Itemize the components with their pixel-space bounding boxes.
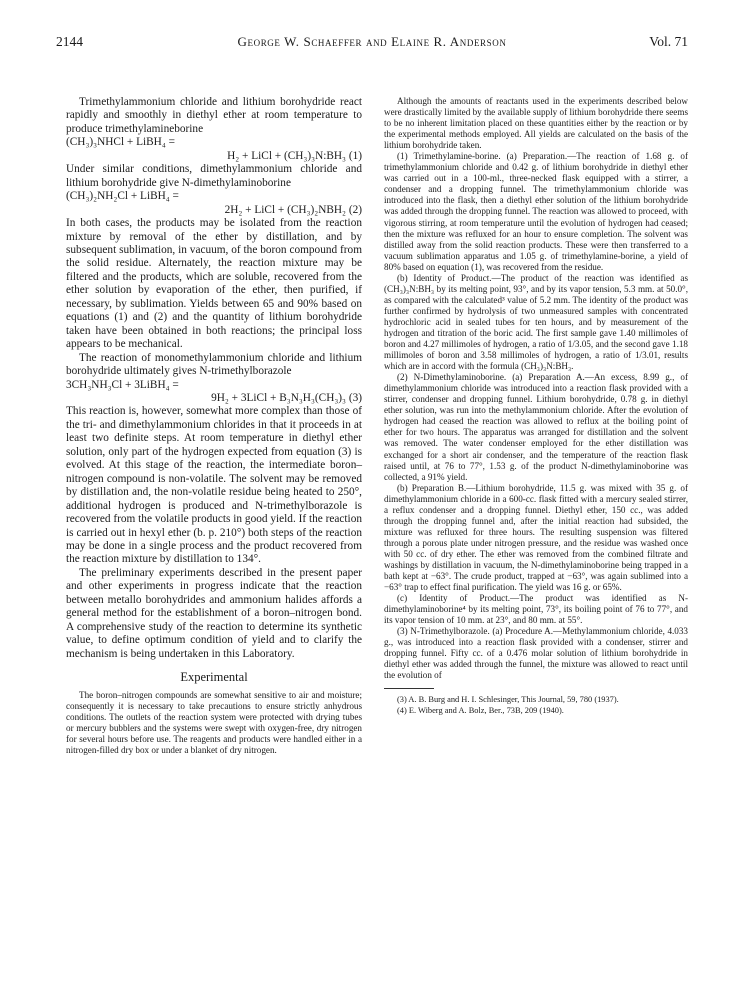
footnote-divider — [384, 688, 434, 689]
footnote-3: (3) A. B. Burg and H. I. Schlesinger, This Journal, 59, 780 (1937). — [397, 695, 619, 705]
equation-2-lhs: (CH₃)₂NH₂Cl + LiBH₄ = — [66, 190, 179, 203]
page-header — [56, 34, 688, 50]
paragraph-complex-reaction: This reaction is, however, somewhat more complex than those of the tri- and dimethylammonium chlorides in that it proceeds in at least two definite steps. At room temperature in diethyl ether solution, only part of the hydrogen expected from equation (3) is evolved. At this stage of the reaction, the intermediate boron–nitrogen compound is non-volatile. The solvent may be removed by distillation and, the non-volatile residue being heated to 250°, additional hydrogen is produced and N-trimethylborazole is recovered from the volatile products in good yield. If the reaction is carried out in hexyl ether (b. p. 210°) both steps of the reaction may be done in a single process and the product recovered from the reaction mixture by distillation to 134°. — [66, 405, 362, 566]
section-trimethylamine-borine-prep: (1) Trimethylamine-borine. (a) Preparation.—The reaction of 1.68 g. of trimethylammonium chloride and 0.42 g. of lithium borohydride in diethyl ether was carried out in a 100-ml., three-necked flask equipped with a stirrer, a condenser and a dropping funnel. The trimethylammonium chloride was introduced into the flask, then a diethyl ether solution of the lithium borohydride was added through the dropping funnel. The reaction was allowed to proceed, with vigorous stirring, at room temperature until the evolution of hydrogen had ceased; then the mixture was refluxed for an hour to ensure completion. The solvent was distilled away from the solid reaction products. These were then transferred to a vacuum sublimation apparatus and 1.05 g. of trimethylamine-borine, a yield of 80% based on equation (1), was recovered from the residue. — [384, 151, 688, 272]
equation-2 — [66, 190, 362, 217]
equation-1-lhs: (CH₃)₃NHCl + LiBH₄ = — [66, 136, 175, 149]
paragraph-isolation: In both cases, the products may be isolated from the reaction mixture by removal of the ether by distillation, and by subsequent sublimation, in vacuum, of the boron compound from the solid residue. Alternately, the reaction mixture may be filtered and the products, which are soluble, recovered from the ether solution by evaporation of the ether, then purified, if necessary, by sublimation. Yields between 65 and 90% based on equations (1) and (2) and the quantity of lithium borohydride taken have been obtained in both reactions; the principal loss appears to be mechanical. — [66, 217, 362, 351]
left-column — [66, 96, 362, 756]
equation-1-rhs: H₂ + LiCl + (CH₃)₃N:BH₃ (1) — [227, 149, 362, 162]
section-dimethylaminoborine-prep-a: (2) N-Dimethylaminoborine. (a) Preparation A.—An excess, 8.99 g., of dimethylammonium chloride was introduced into a reaction flask provided with a stirrer, condenser and dropping funnel. Lithium borohydride, 0.78 g. in diethyl ether solution, was run into the methylammonium chloride. After the evolution of hydrogen had ceased the reaction was allowed to reflux at the boiling point of ether for two hours. The apparatus was arranged for distillation and the solvent was removed. The water condenser employed for the ether distillation was exchanged for a short air condenser, and the temperature of the reaction flask raised until, at 76 to 77°, 1.53 g. of the product N-dimethylaminoborine was collected, a 91% yield. — [384, 372, 688, 482]
equation-1 — [66, 136, 362, 163]
section-trimethylborazole-procedure-a: (3) N-Trimethylborazole. (a) Procedure A.—Methylammonium chloride, 4.033 g., was introduced into a reaction flask provided with a condenser, stirrer and dropping funnel. Fifty cc. of a 0.476 molar solution of lithium borohydride in diethyl ether was added through the funnel, the mixture was allowed to react until the evolution of — [384, 626, 688, 681]
equation-3-rhs: 9H₂ + 3LiCl + B₃N₃H₃(CH₃)₃ (3) — [211, 391, 362, 404]
page-number: 2144 — [56, 34, 83, 49]
equation-3 — [66, 379, 362, 406]
paragraph-anhydrous: The boron–nitrogen compounds are somewhat sensitive to air and moisture; consequently it is necessary to take precautions to ensure strictly anhydrous conditions. The outlets of the reaction system were protected with drying tubes or mercury bubblers and the systems were swept with oxygen-free, dry nitrogen for several hours before use. The reagents and products were handled either in a nitrogen-filled dry box or under a blanket of dry nitrogen. — [66, 690, 362, 756]
paragraph-dimethyl: Under similar conditions, dimethylammonium chloride and lithium borohydride give N-dimethylaminoborine — [66, 163, 362, 189]
equation-3-lhs: 3CH₃NH₃Cl + 3LiBH₄ = — [66, 378, 179, 391]
paragraph-monomethyl: The reaction of monomethylammonium chloride and lithium borohydride ultimately gives N-trimethylborazole — [66, 351, 362, 378]
paragraph-amounts: Although the amounts of reactants used in the experiments described below were drastically limited by the available supply of lithium borohydride there seems to be no inherent limitation placed on these quantities either by the reaction or by the experimental methods employed. All yields are calculated on the basis of the lithium borohydride taken. — [384, 96, 688, 151]
paragraph-preliminary: The preliminary experiments described in the present paper and other experiments in progress indicate that the reaction between metallo borohydrides and ammonium halides affords a general method for the establishment of a boron–nitrogen bond. A comprehensive study of the reaction to determine its synthetic value, to define optimum condition of yield and to clarify the mechanism is being undertaken in this Laboratory. — [66, 566, 362, 660]
experimental-heading: Experimental — [180, 670, 248, 685]
section-trimethylamine-borine-identity: (b) Identity of Product.—The product of the reaction was identified as (CH₃)₃N:BH₃ by its melting point, 93°, and by its vapor tension, 5.3 mm. at 50.0°, as compared with the calculated³ value of 5.2 mm. The identity of the product was further confirmed by hydrolysis of two unmeasured samples with concentrated hydrochloric acid in sealed tubes for ten hours, and by measurement of the hydrogen and titration of the boric acid. The first sample gave 1.40 millimoles of boron and 4.27 millimoles of hydrogen, a ratio of 1/3.05, and the second gave 1.18 millimoles of boron and 3.58 millimoles of hydrogen, a ratio of 1/3.01, results which are in accord with the formula (CH₃)₃N:BH₃. — [384, 272, 688, 372]
running-head-authors: George W. Schaeffer and Elaine R. Anderson — [237, 34, 507, 49]
volume-label: Vol. 71 — [649, 34, 688, 49]
section-dimethylaminoborine-prep-b: (b) Preparation B.—Lithium borohydride, 11.5 g. was mixed with 35 g. of dimethylammonium chloride in a 600-cc. flask fitted with a mercury sealed stirrer, a reflux condenser and a dropping funnel. Diethyl ether, 150 cc., was added through the dropping funnel and, after the initial reaction had subsided, the mixture was refluxed for three hours. The resulting suspension was filtered through a porous plate under nitrogen pressure, and the residue was washed once with 50 cc. of dry ether. The ether was removed from the combined filtrate and washings by distillation in vacuum, the N-dimethylaminoborine being trapped in a bath kept at −63°. The crude product, trapped at −63°, was again sublimed into a −63° trap to effect final purification. The yield was 16 g. or 65%. — [384, 482, 688, 593]
section-dimethylaminoborine-identity: (c) Identity of Product.—The product was identified as N-dimethylaminoborine⁴ by its melting point, 73°, its boiling point of 76 to 77°, and its vapor tension of 10 mm. at 23°, and 80 mm. at 55°. — [384, 593, 688, 626]
right-column — [384, 96, 688, 716]
equation-2-rhs: 2H₂ + LiCl + (CH₃)₂NBH₂ (2) — [224, 203, 362, 216]
footnote-4: (4) E. Wiberg and A. Bolz, Ber., 73B, 209 (1940). — [397, 705, 564, 715]
intro-paragraph: Trimethylammonium chloride and lithium borohydride react rapidly and smoothly in diethyl ether at room temperature to produce trimethylamineborine — [66, 96, 362, 135]
